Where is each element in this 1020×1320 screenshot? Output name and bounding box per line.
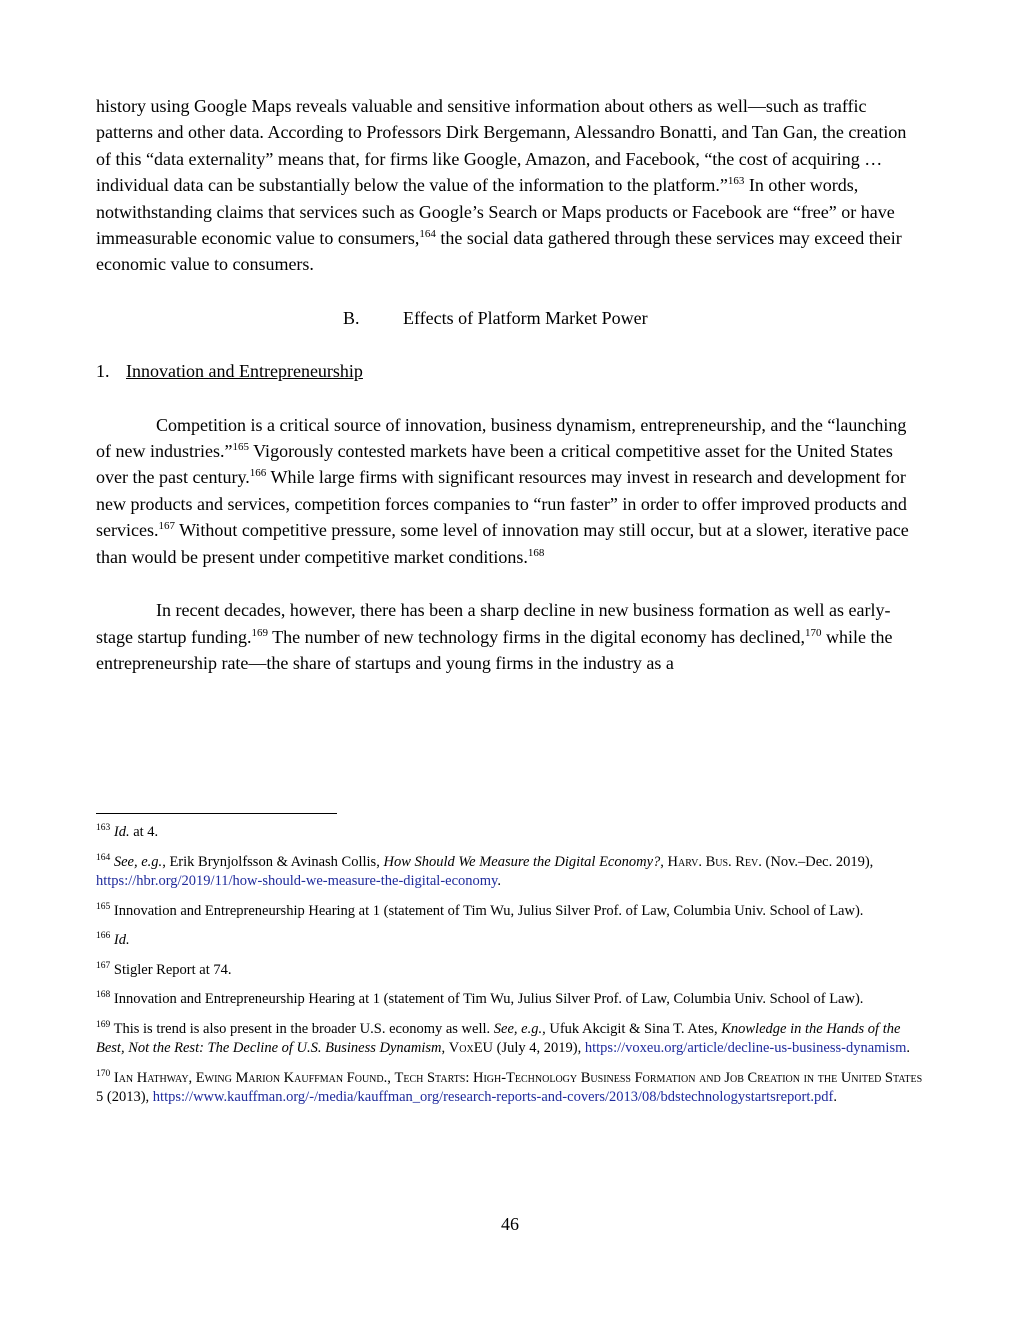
footnote-170-link[interactable]: https://www.kauffman.org/-/media/kauffman_org/research-reports-and-covers/2013/08/bdstechnologystartsreport.pdf xyxy=(152,1089,834,1105)
footnote-ref-166[interactable]: 166 xyxy=(249,467,267,480)
section-heading xyxy=(96,305,924,331)
page-body xyxy=(96,93,924,676)
section-title: Effects of Platform Market Power xyxy=(403,307,648,328)
paragraph-competition: Competition is a critical source of innovation, business dynamism, entrepreneurship, and the “launching of new industries.”$^{165}$ Vigorously contested markets have been a critical competitive asset for the United States over the past century.$^{166}$ While large firms with significant resources may invest in research and development for new products and services, competition forces companies to “run faster” in order to offer improved products and services.$^{167}$ Without competitive pressure, some level of innovation may still occur, but at a slower, iterative pace than would be present under competitive market conditions.$^{168}$ xyxy=(96,414,909,567)
footnote-164: $^{164}$ See, e.g., Erik Brynjolfsson & Avinash Collis, How Should We Measure the Digital Economy?, Harv. Bus. Rev. (Nov.–Dec. 2019), https://hbr.org/2019/11/how-should-we-measure-the-digital-economy. xyxy=(96,852,874,889)
footnote-ref-163[interactable]: 163 xyxy=(727,175,745,188)
subsection-number: 1. xyxy=(96,361,110,382)
footnote-169: $^{169}$ This is trend is also present in the broader U.S. economy as well. See, e.g., Ufuk Akcigit & Sina T. Ates, Knowledge in the Hands of the Best, Not the Rest: The Decline of U.S. Business Dynamism, VoxEU (July 4, 2019), https://voxeu.org/article/decline-us-business-dynamism. xyxy=(96,1019,910,1056)
footnote-164-link[interactable]: https://hbr.org/2019/11/how-should-we-measure-the-digital-economy xyxy=(96,873,498,889)
footnote-168: $^{168}$ Innovation and Entrepreneurship Hearing at 1 (statement of Tim Wu, Julius Silver Prof. of Law, Columbia Univ. School of Law). xyxy=(96,990,864,1007)
footnote-165: $^{165}$ Innovation and Entrepreneurship Hearing at 1 (statement of Tim Wu, Julius Silver Prof. of Law, Columbia Univ. School of Law). xyxy=(96,901,864,919)
footnote-ref-168[interactable]: 168 xyxy=(527,546,545,559)
footnote-ref-167[interactable]: 167 xyxy=(158,520,175,533)
footnote-separator xyxy=(96,813,337,814)
section-letter: B. xyxy=(343,307,360,328)
page-number: 46 xyxy=(501,1214,519,1234)
footnote-ref-170[interactable]: 170 xyxy=(805,626,822,639)
footnote-169-link[interactable]: https://voxeu.org/article/decline-us-business-dynamism xyxy=(584,1040,907,1056)
footnote-166: $^{166}$ Id. xyxy=(96,931,130,948)
footnote-170: $^{170}$ Ian Hathway, Ewing Marion Kauffman Found., Tech Starts: High-Technology Business Formation and Job Creation in the United States 5 (2013), https://www.kauffman.org/-/media/kauffman_org/research-reports-and-covers/2013/08/bdstechnologystartsreport.pdf. xyxy=(96,1068,923,1105)
footnote-163: $^{163}$ Id. at 4. xyxy=(96,823,159,840)
subsection-heading xyxy=(96,358,924,384)
paragraph-decline: In recent decades, however, there has been a sharp decline in new business formation as well as early-stage startup funding.$^{169}$ The number of new technology firms in the digital economy has declined,$^{170}$ while the entrepreneurship rate—the share of startups and young firms in the industry as a xyxy=(96,600,893,673)
footnotes xyxy=(96,823,924,1118)
subsection-title: Innovation and Entrepreneurship xyxy=(126,361,363,382)
footnote-ref-169[interactable]: 169 xyxy=(251,626,268,639)
paragraph-data-externality: history using Google Maps reveals valuable and sensitive information about others as well—such as traffic patterns and other data. According to Professors Dirk Bergemann, Alessandro Bonatti, and Tan Gan, the creation of this “data externality” means that, for firms like Google, Amazon, and Facebook, “the cost of acquiring … individual data can be substantially below the value of the information to the platform.”$^{163}$ In other words, notwithstanding claims that services such as Google’s Search or Maps products or Facebook are “free” or have immeasurable economic value to consumers,$^{164}$ the social data gathered through these services may exceed their economic value to consumers. xyxy=(96,96,907,275)
footnote-167: $^{167}$ Stigler Report at 74. xyxy=(96,960,232,978)
footnote-ref-165[interactable]: 165 xyxy=(232,441,249,454)
footnote-ref-164[interactable]: 164 xyxy=(419,228,436,241)
